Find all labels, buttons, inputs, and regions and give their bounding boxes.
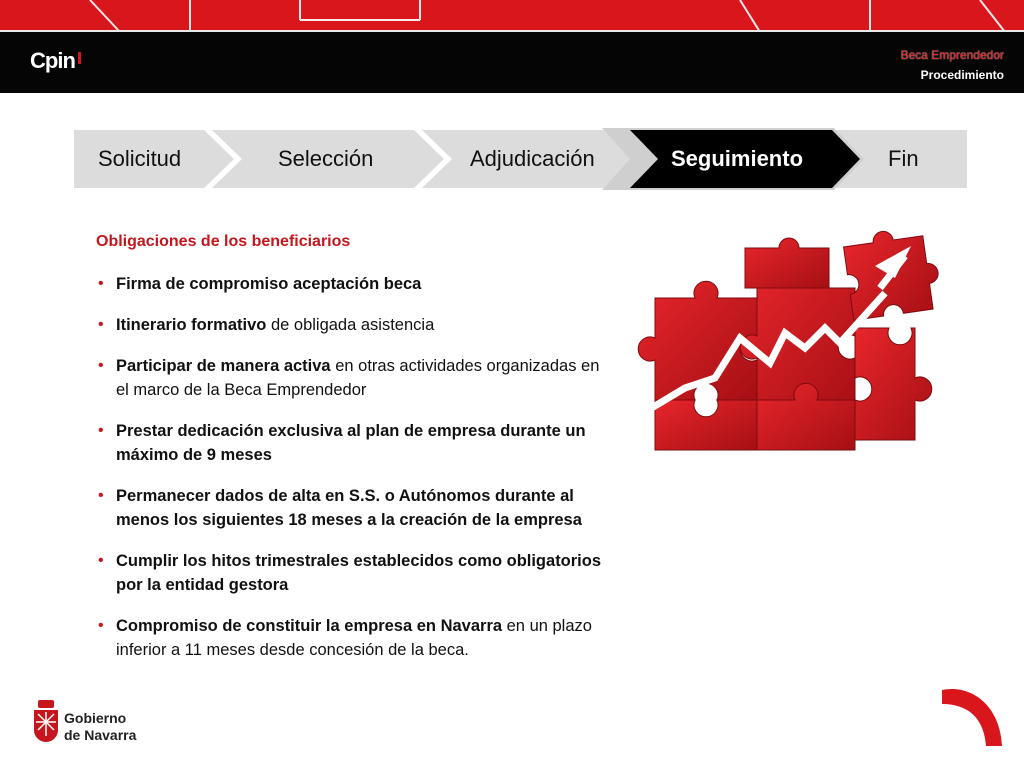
bullet-icon: • [98, 422, 104, 439]
item-rest: de obligada asistencia [266, 316, 435, 334]
gov-line2: de Navarra [64, 727, 137, 743]
bullet-icon: • [98, 617, 104, 634]
top-decorative-band [0, 0, 1024, 32]
puzzle-growth-illustration [625, 228, 950, 468]
bullet-icon: • [98, 316, 104, 333]
process-steps [74, 128, 967, 190]
step-fin[interactable]: Fin [888, 146, 919, 171]
bullet-icon: • [98, 357, 104, 374]
step-seguimiento[interactable]: Seguimiento [671, 146, 804, 171]
list-item [96, 549, 616, 597]
list-item [96, 419, 616, 467]
logo-text: Cpin [30, 48, 75, 73]
item-bold: Cumplir los hitos trimestrales establecidos como obligatorios por la entidad gestora [116, 552, 602, 594]
list-item [96, 272, 616, 296]
bullet-icon: • [98, 552, 104, 569]
item-rest: en un plazo inferior a 11 meses desde concesión de la beca. [116, 617, 592, 659]
step-seleccion[interactable]: Selección [278, 146, 374, 171]
navarra-shield-icon [32, 700, 60, 744]
header-bar [0, 30, 1024, 93]
bullet-icon: • [98, 275, 104, 292]
bullet-icon: • [98, 487, 104, 504]
item-bold: Firma de compromiso aceptación beca [116, 275, 422, 293]
list-item [96, 484, 616, 532]
item-bold: Participar de manera activa [116, 357, 331, 375]
band-lines-decoration [0, 0, 1024, 32]
step-adjudicacion[interactable]: Adjudicación [470, 146, 595, 171]
list-item [96, 313, 616, 337]
gobierno-navarra-logo [64, 710, 136, 744]
item-bold: Compromiso de constituir la empresa en Navarra [116, 617, 503, 635]
corner-swoosh-decoration [940, 684, 1004, 748]
step-solicitud[interactable]: Solicitud [98, 146, 182, 171]
list-item [96, 614, 616, 662]
cpin-logo [30, 48, 81, 74]
gov-line1: Gobierno [64, 710, 127, 726]
header-title: Beca Emprendedor [900, 48, 1004, 62]
obligations-list [96, 272, 616, 679]
item-bold: Permanecer dados de alta en S.S. o Autónomos durante al menos los siguientes 18 meses a la creación de la empresa [116, 487, 582, 529]
list-item [96, 354, 616, 402]
item-bold: Prestar dedicación exclusiva al plan de empresa durante un máximo de 9 meses [116, 422, 586, 464]
logo-accent [78, 52, 81, 64]
header-subtitle: Procedimiento [920, 68, 1004, 82]
item-bold: Itinerario formativo [116, 316, 267, 334]
puzzle-icon [625, 228, 950, 468]
item-rest: en otras actividades organizadas en el marco de la Beca Emprendedor [116, 357, 600, 399]
section-title: Obligaciones de los beneficiarios [96, 233, 351, 250]
